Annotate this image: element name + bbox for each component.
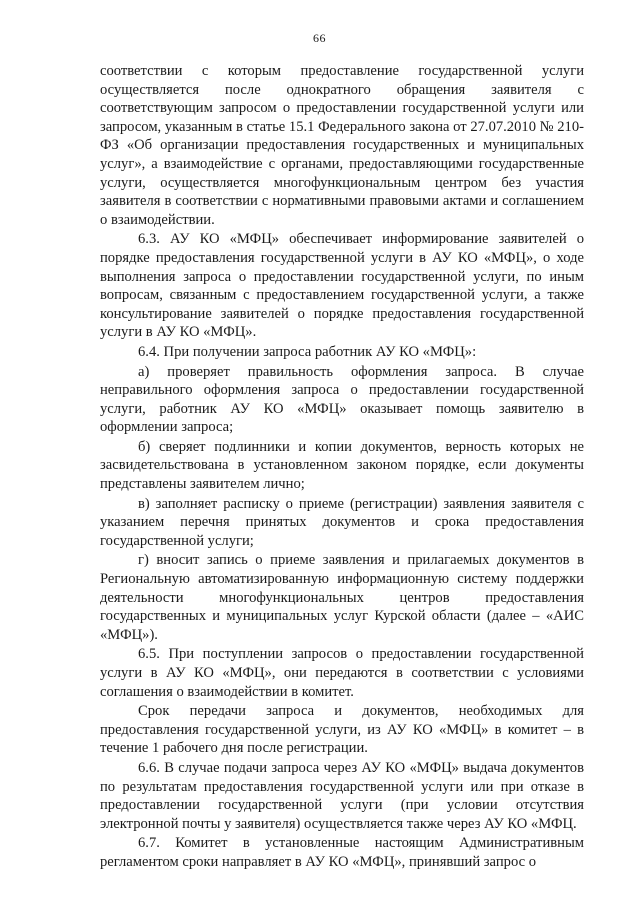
paragraph-6-4: 6.4. При получении запроса работник АУ КО «МФЦ»:: [138, 343, 477, 360]
paragraph-6-6: 6.6. В случае подачи запроса через АУ КО «МФЦ» выдача документов по результатам предоставления государственной услуги или при отказе в предоставлении государственной услуги (при условии отсутствия электронной почты у заявителя) осуществляется также через АУ КО «МФЦ.: [100, 759, 584, 832]
paragraph-6-5: 6.5. При поступлении запросов о предоставлении государственной услуги в АУ КО «МФЦ», они передаются в соответствии с условиями соглашения о взаимодействии в комитет.: [100, 646, 584, 700]
paragraph-6-4-v: в) заполняет расписку о приеме (регистрации) заявления заявителя с указанием перечня принятых документов и срока предоставления государственной услуги;: [100, 495, 584, 549]
paragraph-continuation: соответствии с которым предоставление государственной услуги осуществляется после однократного обращения заявителя с соответствующим запросом о предоставлении государственной услуги или запросом, указанным в статье 15.1 Федерального закона от 27.07.2010 № 210-ФЗ «Об организации предоставления государственных и муниципальных услуг», а взаимодействие с органами, предоставляющими государственные услуги, осуществляется многофункциональным центром без участия заявителя в соответствии с нормативными правовыми актами и соглашением о взаимодействии.: [100, 63, 584, 228]
paragraph-6-4-g: г) вносит запись о приеме заявления и прилагаемых документов в Региональную автоматизированную информационную систему поддержки деятельности многофункциональных центров предоставления государственных и муниципальных услуг Курской области (далее – «АИС «МФЦ»).: [100, 552, 584, 643]
paragraph-6-7: 6.7. Комитет в установленные настоящим Административным регламентом сроки направляет в АУ КО «МФЦ», принявший запрос о: [100, 835, 584, 870]
document-body: [100, 62, 584, 872]
paragraph-6-3: 6.3. АУ КО «МФЦ» обеспечивает информирование заявителей о порядке предоставления государственной услуги в АУ КО «МФЦ», о ходе выполнения запроса о предоставлении государственной услуги, по иным вопросам, связанным с предоставлением государственной услуги, а также консультирование заявителей о порядке предоставления государственной услуги в АУ КО «МФЦ».: [100, 231, 584, 341]
paragraph-6-4-b: б) сверяет подлинники и копии документов, верность которых не засвидетельствована в установленном законом порядке, если документы представлены заявителем лично;: [100, 438, 584, 493]
paragraph-transfer-term: Срок передачи запроса и документов, необходимых для предоставления государственной услуги, из АУ КО «МФЦ» в комитет – в течение 1 рабочего дня после регистрации.: [100, 703, 584, 757]
page-number: 66: [313, 31, 326, 45]
paragraph-6-4-a: а) проверяет правильность оформления запроса. В случае неправильного оформления запроса о предоставлении государственной услуги, работник АУ КО «МФЦ» оказывает помощь заявителю в оформлении запроса;: [100, 363, 584, 436]
